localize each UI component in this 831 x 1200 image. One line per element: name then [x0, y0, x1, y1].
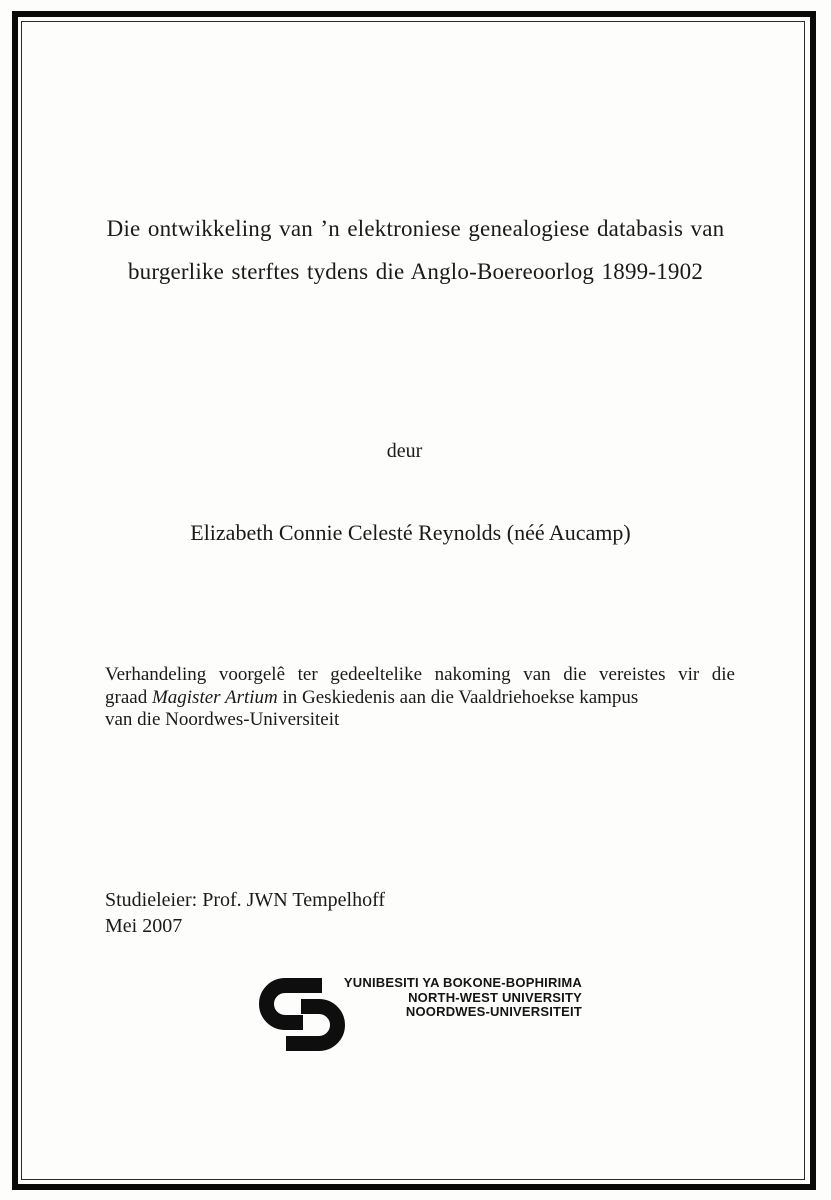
logo-line-setswana: YUNIBESITI YA BOKONE-BOPHIRIMA: [343, 975, 582, 990]
degree-name-italic: Magister Artium: [151, 686, 278, 708]
author-name: Elizabeth Connie Celesté Reynolds (néé Aucamp): [190, 520, 631, 545]
thesis-title-line-2: burgerlike sterftes tydens die Anglo-Boereoorlog 1899-1902: [127, 259, 704, 284]
supervisor-line: Studieleier: Prof. JWN Tempelhoff: [105, 889, 386, 911]
byline-deur: deur: [386, 440, 423, 462]
date-line: Mei 2007: [105, 915, 183, 937]
nwu-logo-wordmark: [322, 976, 582, 1020]
degree-statement-line-2: [105, 687, 735, 710]
degree-statement-line-2-prefix: graad: [105, 686, 152, 708]
degree-statement-line-3: van die Noordwes-Universiteit: [105, 709, 340, 730]
degree-statement: [105, 664, 735, 732]
thesis-title-line-1: Die ontwikkeling van ’n elektroniese genealogiese databasis van: [106, 216, 725, 241]
degree-statement-line-1: Verhandeling voorgelê ter gedeeltelike nakoming van die vereistes vir die: [105, 664, 735, 685]
nwu-logo: [258, 974, 588, 1056]
logo-line-afrikaans: NOORDWES-UNIVERSITEIT: [405, 1004, 582, 1020]
degree-statement-line-2-suffix: in Geskiedenis aan die Vaaldriehoekse kampus: [277, 686, 639, 708]
logo-line-english: NORTH-WEST UNIVERSITY: [408, 989, 582, 1005]
supervisor-block: [105, 887, 385, 939]
